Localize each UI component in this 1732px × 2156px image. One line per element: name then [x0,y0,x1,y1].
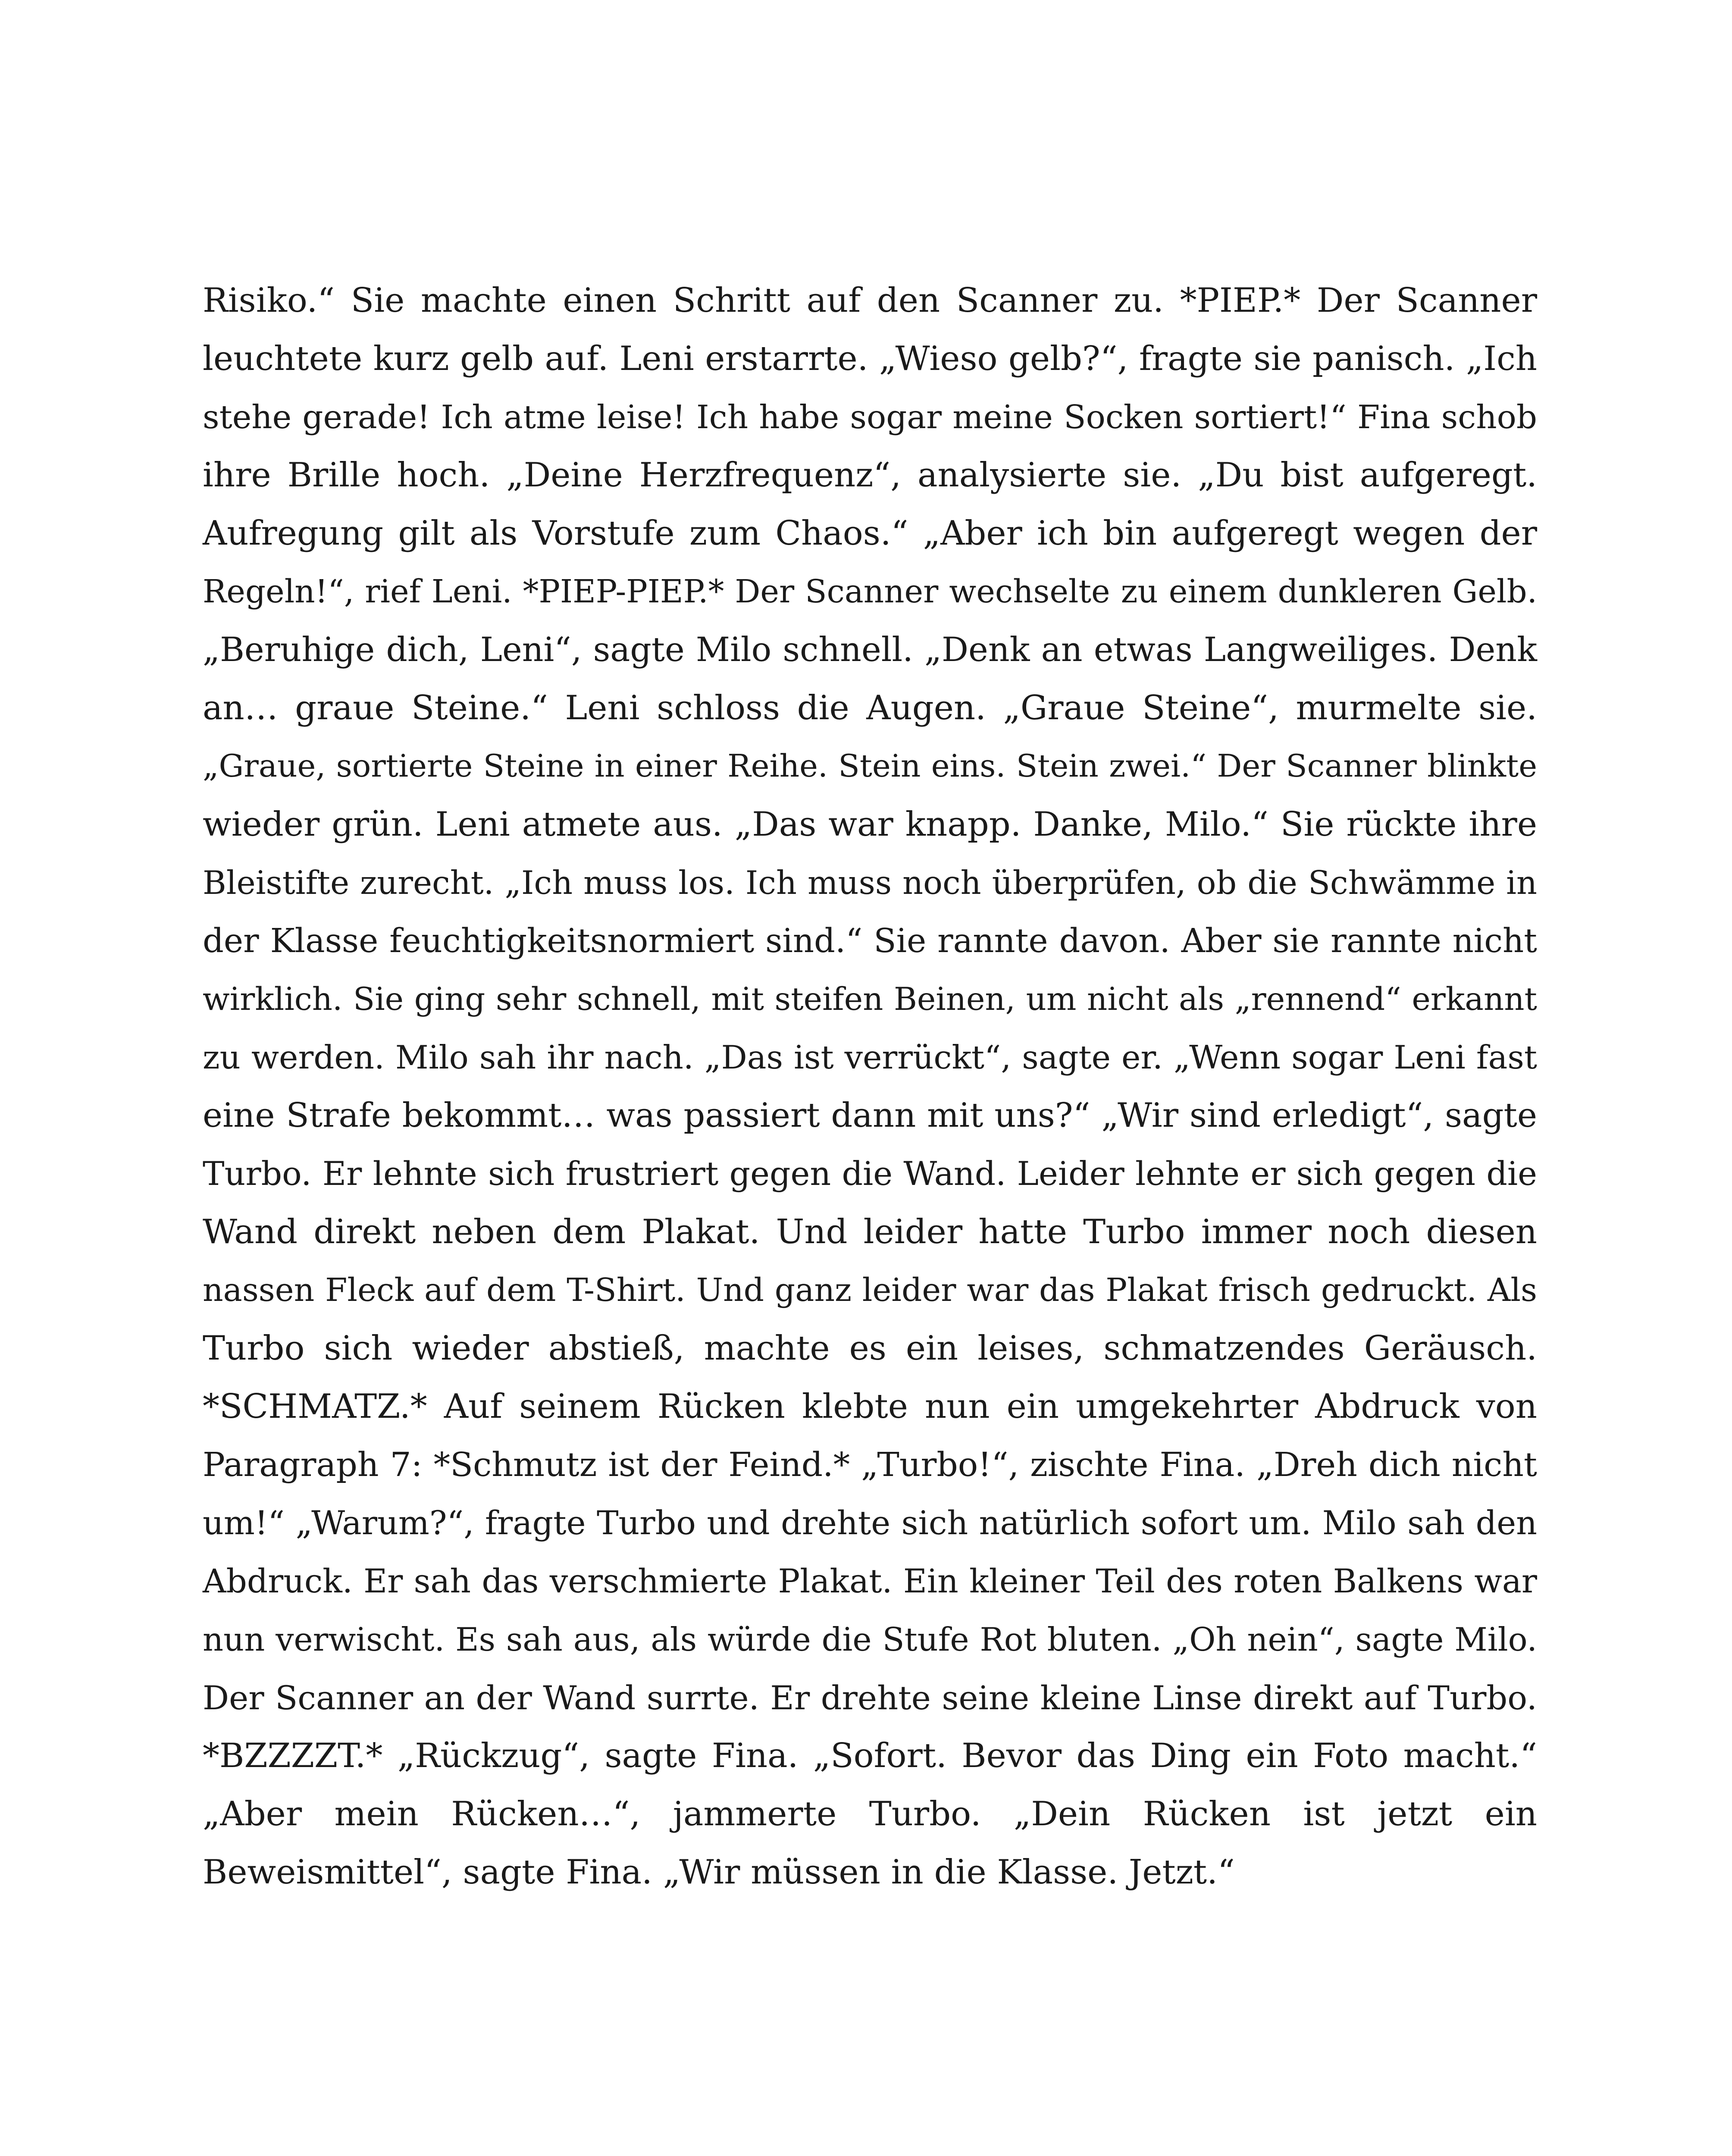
text-line: Regeln!“, rief Leni. *PIEP-PIEP.* Der Scanner wechselte zu einem dunkleren Gelb. [203,573,1537,610]
text-line: nassen Fleck auf dem T-Shirt. Und ganz leider war das Plakat frisch gedruckt. Als [203,1272,1537,1309]
text-line: wieder grün. Leni atmete aus. „Das war knapp. Danke, Milo.“ Sie rückte ihre [203,805,1537,844]
text-line: Turbo. Er lehnte sich frustriert gegen die Wand. Leider lehnte er sich gegen die [203,1155,1537,1193]
text-line: Der Scanner an der Wand surrte. Er drehte seine kleine Linse direkt auf Turbo. [203,1679,1537,1717]
text-line: Risiko.“ Sie machte einen Schritt auf den Scanner zu. *PIEP.* Der Scanner [203,281,1537,320]
text-line: um!“ „Warum?“, fragte Turbo und drehte sich natürlich sofort um. Milo sah den [203,1504,1537,1542]
text-line: nun verwischt. Es sah aus, als würde die Stufe Rot bluten. „Oh nein“, sagte Milo. [203,1621,1537,1658]
text-line: stehe gerade! Ich atme leise! Ich habe sogar meine Socken sortiert!“ Fina schob [203,398,1537,436]
text-line: *BZZZZT.* „Rückzug“, sagte Fina. „Sofort. Bevor das Ding ein Foto macht.“ [203,1736,1537,1775]
text-line: wirklich. Sie ging sehr schnell, mit steifen Beinen, um nicht als „rennend“ erkannt [203,981,1537,1018]
text-line: ihre Brille hoch. „Deine Herzfrequenz“, analysierte sie. „Du bist aufgeregt. [203,456,1537,495]
body-text [203,272,1537,1902]
text-line: Beweismittel“, sagte Fina. „Wir müssen in die Klasse. Jetzt.“ [203,1853,1235,1892]
text-line: Wand direkt neben dem Plakat. Und leider hatte Turbo immer noch diesen [203,1213,1537,1251]
text-line: an… graue Steine.“ Leni schloss die Augen. „Graue Steine“, murmelte sie. [203,689,1537,727]
text-line: Abdruck. Er sah das verschmierte Plakat. Ein kleiner Teil des roten Balkens war [203,1562,1537,1600]
text-line: „Graue, sortierte Steine in einer Reihe. Stein eins. Stein zwei.“ Der Scanner blinkte [203,748,1537,784]
text-line: leuchtete kurz gelb auf. Leni erstarrte. „Wieso gelb?“, fragte sie panisch. „Ich [203,339,1537,378]
text-line: eine Strafe bekommt… was passiert dann mit uns?“ „Wir sind erledigt“, sagte [203,1096,1537,1135]
text-line: zu werden. Milo sah ihr nach. „Das ist verrückt“, sagte er. „Wenn sogar Leni fast [203,1038,1537,1076]
text-line: der Klasse feuchtigkeitsnormiert sind.“ Sie rannte davon. Aber sie rannte nicht [203,922,1537,960]
text-line: Turbo sich wieder abstieß, machte es ein leises, schmatzendes Geräusch. [203,1329,1537,1368]
text-line: „Beruhige dich, Leni“, sagte Milo schnell. „Denk an etwas Langweiliges. Denk [203,630,1537,669]
text-line: „Aber mein Rücken…“, jammerte Turbo. „Dein Rücken ist jetzt ein [203,1795,1537,1833]
text-line: Bleistifte zurecht. „Ich muss los. Ich muss noch überprüfen, ob die Schwämme in [203,864,1537,902]
text-line: Paragraph 7: *Schmutz ist der Feind.* „Turbo!“, zischte Fina. „Dreh dich nicht [203,1445,1537,1484]
text-line: Aufregung gilt als Vorstufe zum Chaos.“ „Aber ich bin aufgeregt wegen der [203,514,1537,553]
text-line: *SCHMATZ.* Auf seinem Rücken klebte nun ein umgekehrter Abdruck von [203,1387,1537,1426]
